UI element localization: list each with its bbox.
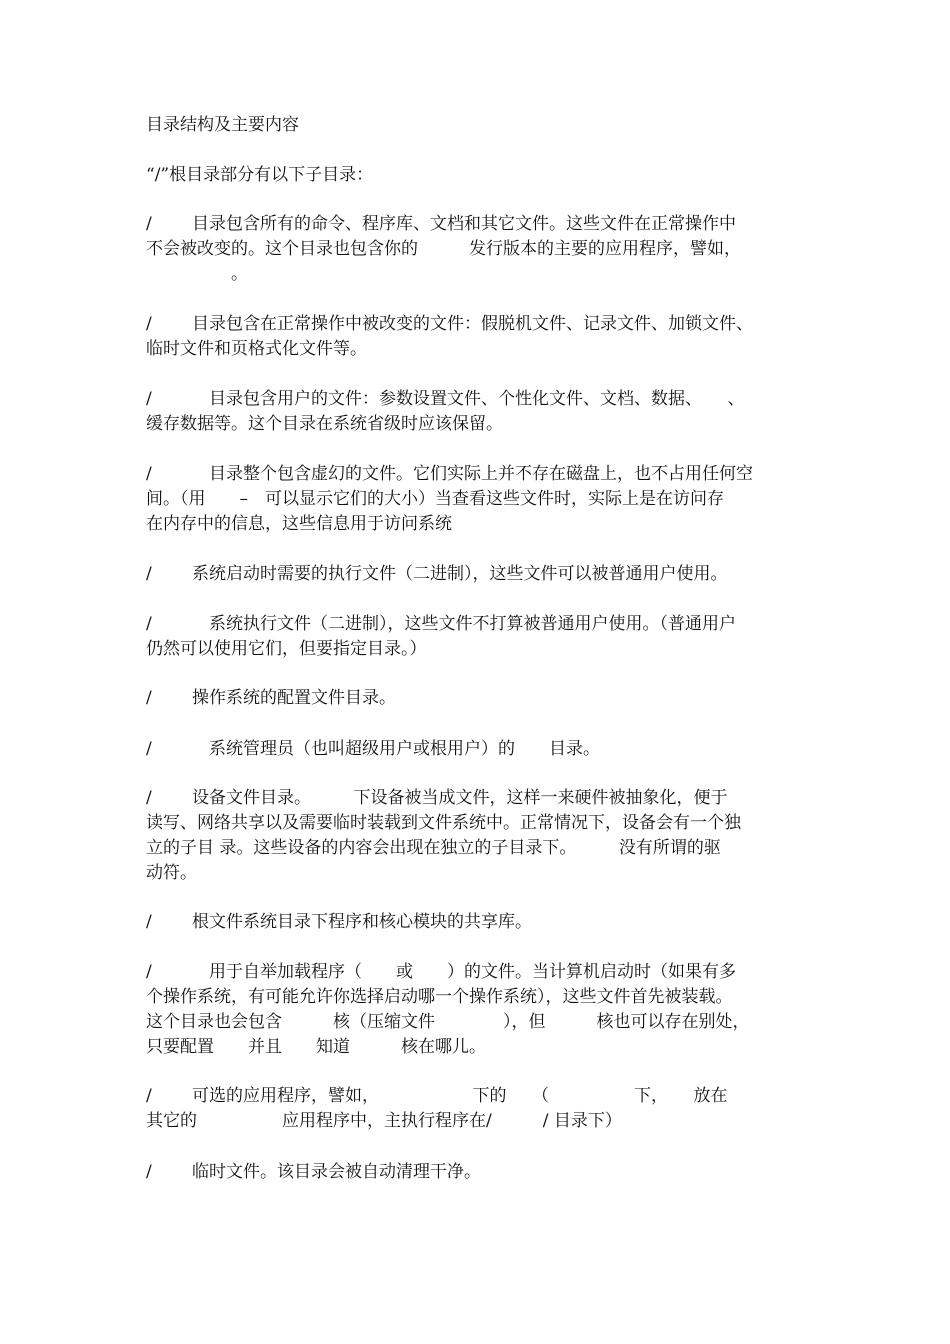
entry-slash: / [146, 564, 152, 584]
entry-line: 仍然可以使用它们，但要指定目录。） [146, 639, 427, 659]
entry-home [146, 387, 810, 437]
entry-slash: / [146, 912, 152, 932]
entry-line: 目录包含在正常操作中被改变的文件：假脱机文件、记录文件、加锁文件、 [192, 314, 753, 334]
entry-line: 立的子目 录。这些设备的内容会出现在独立的子目录下。 没有所谓的驱 [146, 838, 721, 858]
entry-slash: / [146, 314, 152, 334]
entry-bin [146, 562, 810, 587]
entry-var [146, 312, 810, 362]
entry-opt [146, 1084, 810, 1134]
entry-line: 其它的 应用程序中，主执行程序在/ / 目录下） [146, 1111, 622, 1131]
document-subtitle: “/”根目录部分有以下子目录： [146, 165, 374, 185]
entry-dev [146, 786, 810, 886]
entry-line: 系统启动时需要的执行文件（二进制），这些文件可以被普通用户使用。 [192, 564, 728, 584]
entry-line: 目录整个包含虚幻的文件。它们实际上并不存在磁盘上，也不占用任何空 [192, 464, 753, 484]
entry-usr [146, 212, 810, 287]
entry-etc [146, 686, 810, 711]
entry-root [146, 737, 810, 762]
entry-line: 只要配置 并且 知道 核在哪儿。 [146, 1037, 486, 1057]
entry-slash: / [146, 614, 152, 634]
entry-line: 系统管理员（也叫超级用户或根用户）的 目录。 [192, 739, 600, 759]
entry-line: 动符。 [146, 863, 197, 883]
entry-line: 可选的应用程序，譬如， 下的 （ 下， 放在 [192, 1086, 728, 1106]
entry-sbin [146, 612, 810, 662]
entry-line: 操作系统的配置文件目录。 [192, 688, 396, 708]
entry-lib [146, 910, 810, 935]
entry-slash: / [146, 464, 152, 484]
entry-line: 临时文件。该目录会被自动清理干净。 [192, 1162, 481, 1182]
entry-boot [146, 960, 810, 1060]
entry-slash: / [146, 788, 152, 808]
entry-slash: / [146, 214, 152, 234]
entry-line: 目录包含用户的文件：参数设置文件、个性化文件、文档、数据、 、 [192, 389, 745, 409]
document-title: 目录结构及主要内容 [146, 115, 299, 135]
entry-slash: / [146, 389, 152, 409]
entry-line: 临时文件和页格式化文件等。 [146, 339, 367, 359]
entry-slash: / [146, 962, 152, 982]
entry-line: 系统执行文件（二进制），这些文件不打算被普通用户使用。（普通用户 [192, 614, 736, 634]
entry-line: 设备文件目录。 下设备被当成文件，这样一来硬件被抽象化，便于 [192, 788, 728, 808]
entry-line: 读写、网络共享以及需要临时装载到文件系统中。正常情况下，设备会有一个独 [146, 813, 741, 833]
entry-line: 不会被改变的。这个目录也包含你的 发行版本的主要的应用程序，譬如， [146, 239, 741, 259]
entry-line: 缓存数据等。这个目录在系统省级时应该保留。 [146, 414, 503, 434]
entry-line: 个操作系统，有可能允许你选择启动哪一个操作系统），这些文件首先被装载。 [146, 987, 733, 1007]
entry-tmp [146, 1160, 810, 1185]
entry-line: 用于自举加载程序（ 或 ）的文件。当计算机启动时（如果有多 [192, 962, 736, 982]
entry-slash: / [146, 1086, 152, 1106]
entry-line: 根文件系统目录下程序和核心模块的共享库。 [192, 912, 532, 932]
entry-slash: / [146, 688, 152, 708]
entry-line: 这个目录也会包含 核（压缩文件 ），但 核也可以存在别处， [146, 1012, 750, 1032]
entry-line: 。 [146, 264, 248, 284]
entry-line: 在内存中的信息，这些信息用于访问系统 [146, 514, 452, 534]
entry-slash: / [146, 1162, 152, 1182]
entry-proc [146, 462, 810, 537]
entry-line: 间。（用 – 可以显示它们的大小）当查看这些文件时，实际上是在访问存 [146, 489, 724, 509]
entry-line: 目录包含所有的命令、程序库、文档和其它文件。这些文件在正常操作中 [192, 214, 736, 234]
entry-slash: / [146, 739, 152, 759]
